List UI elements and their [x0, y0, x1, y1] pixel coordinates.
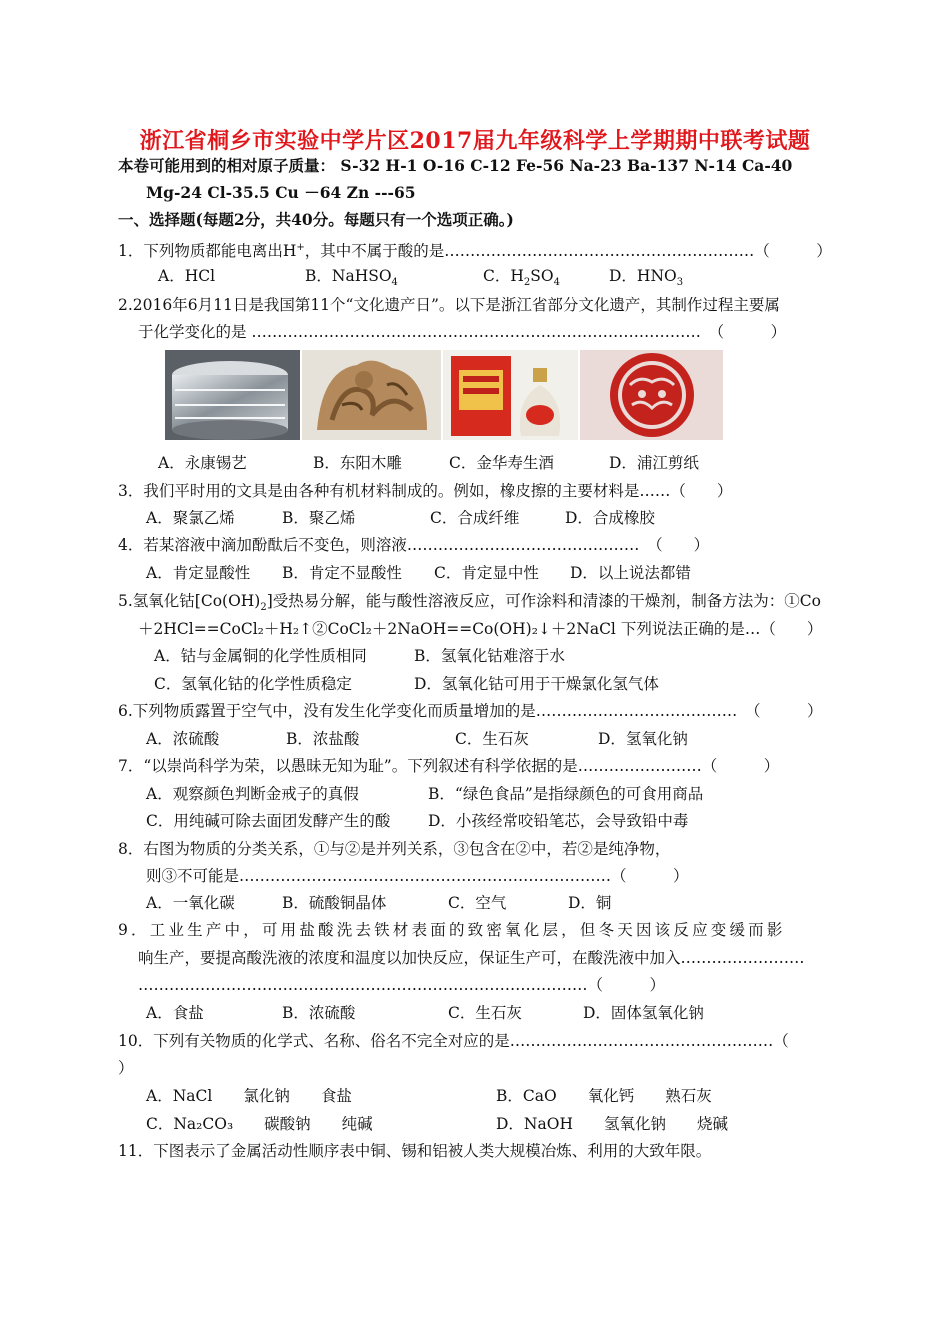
question-8-line-1: 8．右图为物质的分类关系，①与②是并列关系，③包含在②中，若②是纯净物，: [118, 840, 671, 858]
q8-option-c: C．空气: [448, 894, 507, 912]
q4-option-d: D．以上说法都错: [570, 564, 691, 582]
q1-option-a: A．HCl: [158, 267, 216, 285]
q1-option-d: D．$HNO_3$: [609, 267, 684, 289]
atomic-masses-line-1: 本卷可能用到的相对原子质量： S-32 H-1 O-16 C-12 Fe-56 Na-23 Ba-137 N-14 Ca-40: [118, 156, 793, 175]
q7-option-b: B．“绿色食品”是指绿颜色的可食用商品: [428, 785, 704, 803]
question-5-line-2: ＋2HCl==CoCl₂＋H₂↑②CoCl₂＋2NaOH==Co(OH)₂↓＋2NaCl 下列说法正确的是…（ ）: [138, 620, 823, 638]
question-10-line-2: ）: [118, 1059, 134, 1077]
section-heading: 一、选择题(每题2分，共40分。每题只有一个选项正确。): [118, 210, 514, 229]
q8-option-d: D．铜: [568, 894, 612, 912]
q6-option-d: D．氢氧化钠: [598, 730, 688, 748]
q7-option-a: A．观察颜色判断金戒子的真假: [146, 785, 359, 803]
q5-option-b: B．氢氧化钴难溶于水: [414, 647, 565, 665]
q10-option-c: C．Na₂CO₃ 碳酸钠 纯碱: [146, 1115, 373, 1133]
q1-option-c: C．$H_2SO_4$: [483, 267, 560, 289]
document-title: 浙江省桐乡市实验中学片区2017届九年级科学上学期期中联考试题: [139, 128, 811, 154]
question-1-stem: 1．下列物质都能电离出H+，其中不属于酸的是……………………………………………………（ ）: [118, 242, 832, 261]
rice-wine-image: [443, 350, 578, 440]
q3-option-d: D．合成橡胶: [565, 509, 655, 527]
question-11-stem: 11．下图表示了金属活动性顺序表中铜、锡和铝被人类大规模冶炼、利用的大致年限。: [118, 1142, 712, 1160]
q5-option-d: D．氢氧化钴可用于干燥氯化氢气体: [414, 675, 659, 693]
q4-option-c: C．肯定显中性: [434, 564, 539, 582]
q9-option-a: A．食盐: [146, 1004, 204, 1022]
q7-option-d: D．小孩经常咬铅笔芯，会导致铅中毒: [428, 812, 689, 830]
q9-option-c: C．生石灰: [448, 1004, 522, 1022]
q4-option-a: A．肯定显酸性: [146, 564, 251, 582]
question-9-line-1: 9．工业生产中，可用盐酸洗去铁材表面的致密氧化层，但冬天因该反应变缓而影: [118, 921, 786, 939]
question-2-line-2: 于化学变化的是 …………………………………………………………………………… （ ）: [138, 323, 787, 341]
paper-cutting-image: [580, 350, 723, 440]
question-3-stem: 3．我们平时用的文具是由各种有机材料制成的。例如，橡皮擦的主要材料是……（ ）: [118, 482, 733, 500]
q8-option-a: A．一氧化碳: [146, 894, 235, 912]
question-9-line-3: ……………………………………………………………………………（ ）: [138, 976, 666, 994]
q2-option-c: C．金华寿生酒: [449, 454, 554, 472]
q9-option-b: B．浓硫酸: [282, 1004, 356, 1022]
q2-option-a: A．永康锡艺: [158, 454, 247, 472]
question-10-line-1: 10．下列有关物质的化学式、名称、俗名不完全对应的是……………………………………………（: [118, 1032, 789, 1050]
q10-option-a: A．NaCl 氯化钠 食盐: [146, 1087, 352, 1105]
q5-option-a: A．钴与金属铜的化学性质相同: [154, 647, 367, 665]
question-8-line-2: 则③不可能是………………………………………………………………（ ）: [146, 867, 689, 885]
q10-option-d: D．NaOH 氢氧化钠 烧碱: [496, 1115, 728, 1133]
q3-option-c: C．合成纤维: [430, 509, 520, 527]
q6-option-b: B．浓盐酸: [286, 730, 360, 748]
q4-option-b: B．肯定不显酸性: [282, 564, 402, 582]
question-4-stem: 4．若某溶液中滴加酚酞后不变色，则溶液……………………………………… （ ）: [118, 536, 710, 554]
wood-carving-image: [302, 350, 441, 440]
q2-option-d: D．浦江剪纸: [609, 454, 699, 472]
q6-option-a: A．浓硫酸: [146, 730, 220, 748]
tin-craft-image: [165, 350, 300, 440]
q1-option-b: B．NaHSO$_4$: [305, 267, 398, 289]
question-7-stem: 7．“以崇尚科学为荣，以愚昧无知为耻”。下列叙述有科学依据的是……………………（ ）: [118, 757, 780, 775]
q7-option-c: C．用纯碱可除去面团发酵产生的酸: [146, 812, 391, 830]
q6-option-c: C．生石灰: [455, 730, 529, 748]
question-9-line-2: 响生产，要提高酸洗液的浓度和温度以加快反应，保证生产可，在酸洗液中加入……………………: [138, 949, 805, 967]
atomic-masses-line-2: Mg-24 Cl-35.5 Cu －64 Zn ---65: [146, 183, 416, 202]
q5-option-c: C．氢氧化钴的化学性质稳定: [154, 675, 352, 693]
q2-option-b: B．东阳木雕: [313, 454, 402, 472]
q3-option-a: A．聚氯乙烯: [146, 509, 235, 527]
question-5-line-1: 5.氢氧化钴$[Co(OH)_2]$受热易分解，能与酸性溶液反应，可作涂料和清漆的干燥剂，制备方法为：①Co: [118, 592, 821, 614]
q10-option-b: B．CaO 氧化钙 熟石灰: [496, 1087, 712, 1105]
q9-option-d: D．固体氢氧化钠: [583, 1004, 704, 1022]
question-2-line-1: 2.2016年6月11日是我国第11个“文化遗产日”。以下是浙江省部分文化遗产，其制作过程主要属: [118, 296, 780, 314]
q3-option-b: B．聚乙烯: [282, 509, 356, 527]
question-6-stem: 6.下列物质露置于空气中，没有发生化学变化而质量增加的是………………………………… （ ）: [118, 702, 823, 720]
q8-option-b: B．硫酸铜晶体: [282, 894, 387, 912]
